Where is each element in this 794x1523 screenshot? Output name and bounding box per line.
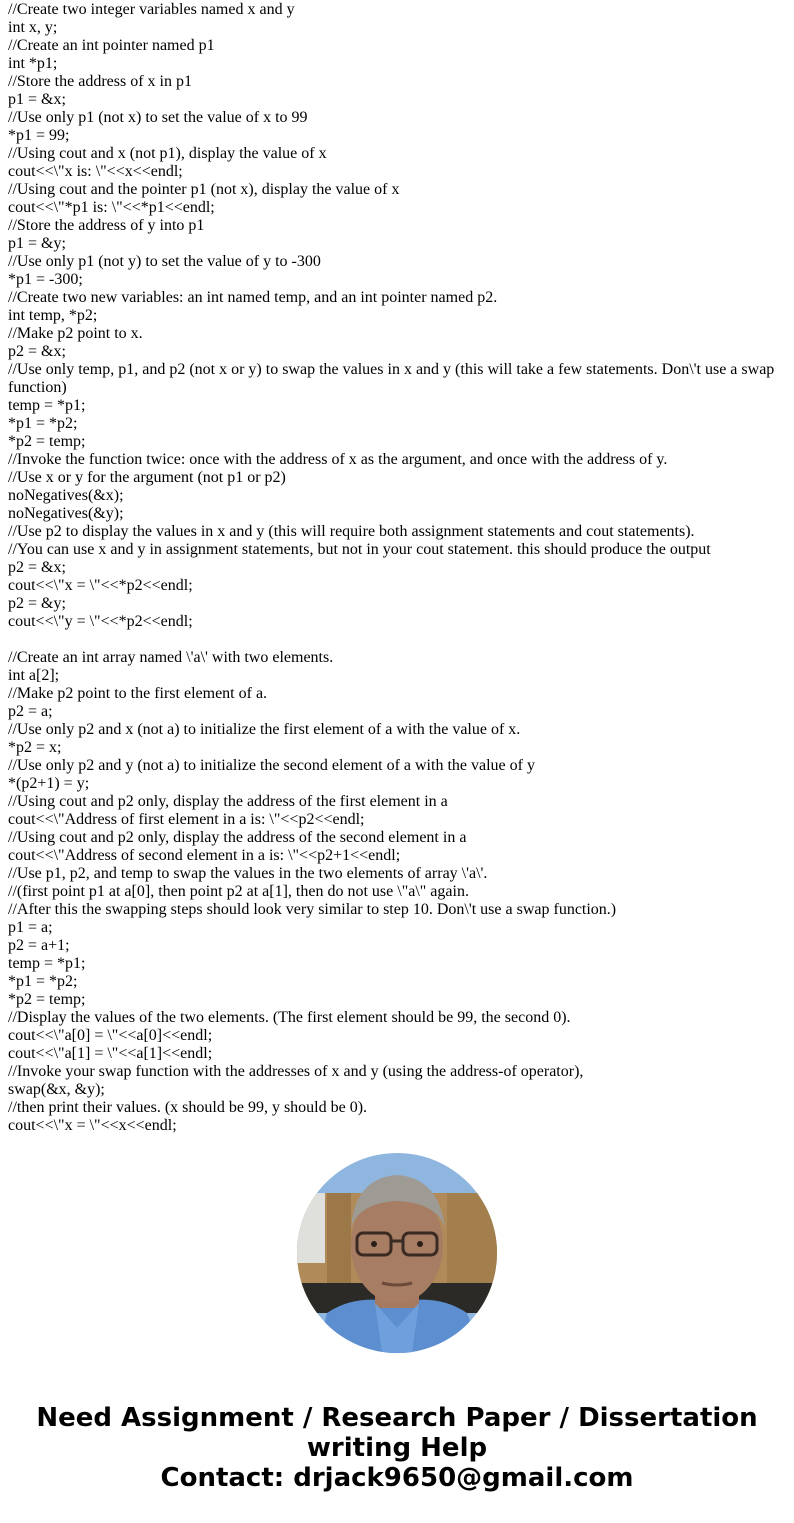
code-line: //Use x or y for the argument (not p1 or p2) (8, 469, 286, 486)
author-avatar (297, 1153, 497, 1353)
code-line: noNegatives(&x); (8, 487, 124, 504)
code-line: //Use p2 to display the values in x and y (this will require both assignment statements and cout statements). (8, 523, 695, 540)
code-line: int a[2]; (8, 667, 60, 684)
code-line: //Using cout and p2 only, display the address of the second element in a (8, 829, 467, 846)
code-line: //Use only p2 and y (not a) to initialize the second element of a with the value of y (8, 757, 535, 774)
promo-banner (0, 1403, 794, 1493)
code-line: //Display the values of the two elements. (The first element should be 99, the second 0). (8, 1009, 571, 1026)
code-line: //Use only temp, p1, and p2 (not x or y) to swap the values in x and y (this will take a few statements. Don\'t use a swap function) (8, 361, 779, 396)
code-line: //then print their values. (x should be 99, y should be 0). (8, 1099, 368, 1116)
code-line: temp = *p1; (8, 955, 86, 972)
code-line: p2 = a+1; (8, 937, 70, 954)
code-line: cout<<\"a[0] = \"<<a[0]<<endl; (8, 1027, 213, 1044)
code-line: *p2 = temp; (8, 433, 86, 450)
code-line: //Store the address of x in p1 (8, 73, 192, 90)
code-line: cout<<\"x = \"<<*p2<<endl; (8, 577, 193, 594)
code-line: *(p2+1) = y; (8, 775, 90, 792)
code-line: p2 = a; (8, 703, 53, 720)
code-line: *p2 = x; (8, 739, 62, 756)
code-line: //Use only p2 and x (not a) to initialize the first element of a with the value of x. (8, 721, 521, 738)
code-line: //Use p1, p2, and temp to swap the values in the two elements of array \'a\'. (8, 865, 488, 882)
code-line: int *p1; (8, 55, 58, 72)
code-line: p1 = a; (8, 919, 53, 936)
code-line: *p1 = *p2; (8, 973, 78, 990)
code-line: cout<<\"Address of second element in a is: \"<<p2+1<<endl; (8, 847, 401, 864)
code-line: cout<<\"y = \"<<*p2<<endl; (8, 613, 193, 630)
code-line: p2 = &y; (8, 595, 66, 612)
code-document (8, 1, 788, 1134)
code-line: //Using cout and p2 only, display the address of the first element in a (8, 793, 448, 810)
code-line: p2 = &x; (8, 343, 66, 360)
code-line: //Create an int pointer named p1 (8, 37, 215, 54)
code-line: *p1 = *p2; (8, 415, 78, 432)
code-line: //Create an int array named \'a\' with two elements. (8, 649, 334, 666)
code-line: noNegatives(&y); (8, 505, 124, 522)
code-line: p2 = &x; (8, 559, 66, 576)
code-line: //Use only p1 (not y) to set the value of y to -300 (8, 253, 321, 270)
code-line: cout<<\"Address of first element in a is: \"<<p2<<endl; (8, 811, 365, 828)
code-line: cout<<\"x is: \"<<x<<endl; (8, 163, 183, 180)
code-line: //Invoke the function twice: once with the address of x as the argument, and once with the address of y. (8, 451, 668, 468)
code-line: //Make p2 point to the first element of a. (8, 685, 268, 702)
code-line: cout<<\"x = \"<<x<<endl; (8, 1117, 177, 1134)
code-line: temp = *p1; (8, 397, 86, 414)
code-line: *p1 = -300; (8, 271, 83, 288)
code-line: p1 = &x; (8, 91, 66, 108)
code-line: //Using cout and x (not p1), display the value of x (8, 145, 327, 162)
code-line: //Using cout and the pointer p1 (not x), display the value of x (8, 181, 400, 198)
code-line: int temp, *p2; (8, 307, 98, 324)
code-line: *p1 = 99; (8, 127, 70, 144)
code-line: //Create two new variables: an int named temp, and an int pointer named p2. (8, 289, 498, 306)
promo-line-1: Need Assignment / Research Paper / Dissertation (36, 1403, 758, 1433)
code-line: cout<<\"*p1 is: \"<<*p1<<endl; (8, 199, 215, 216)
code-line: //Make p2 point to x. (8, 325, 143, 342)
code-line: int x, y; (8, 19, 58, 36)
code-line: //Create two integer variables named x and y (8, 1, 295, 18)
code-line: *p2 = temp; (8, 991, 86, 1008)
code-line: //(first point p1 at a[0], then point p2 at a[1], then do not use \"a\" again. (8, 883, 469, 900)
code-line: //After this the swapping steps should look very similar to step 10. Don\'t use a swap function.) (8, 901, 617, 918)
code-line: p1 = &y; (8, 235, 66, 252)
code-line: //Store the address of y into p1 (8, 217, 205, 234)
code-line: //You can use x and y in assignment statements, but not in your cout statement. this should produce the output (8, 541, 711, 558)
code-line: swap(&x, &y); (8, 1081, 105, 1098)
code-line: cout<<\"a[1] = \"<<a[1]<<endl; (8, 1045, 213, 1062)
promo-contact: Contact: drjack9650@gmail.com (160, 1463, 634, 1493)
code-line: //Use only p1 (not x) to set the value of x to 99 (8, 109, 308, 126)
code-line: //Invoke your swap function with the addresses of x and y (using the address-of operator), (8, 1063, 584, 1080)
code-line (8, 631, 788, 649)
person-photo-icon (297, 1153, 497, 1353)
promo-line-2: writing Help (306, 1433, 488, 1463)
